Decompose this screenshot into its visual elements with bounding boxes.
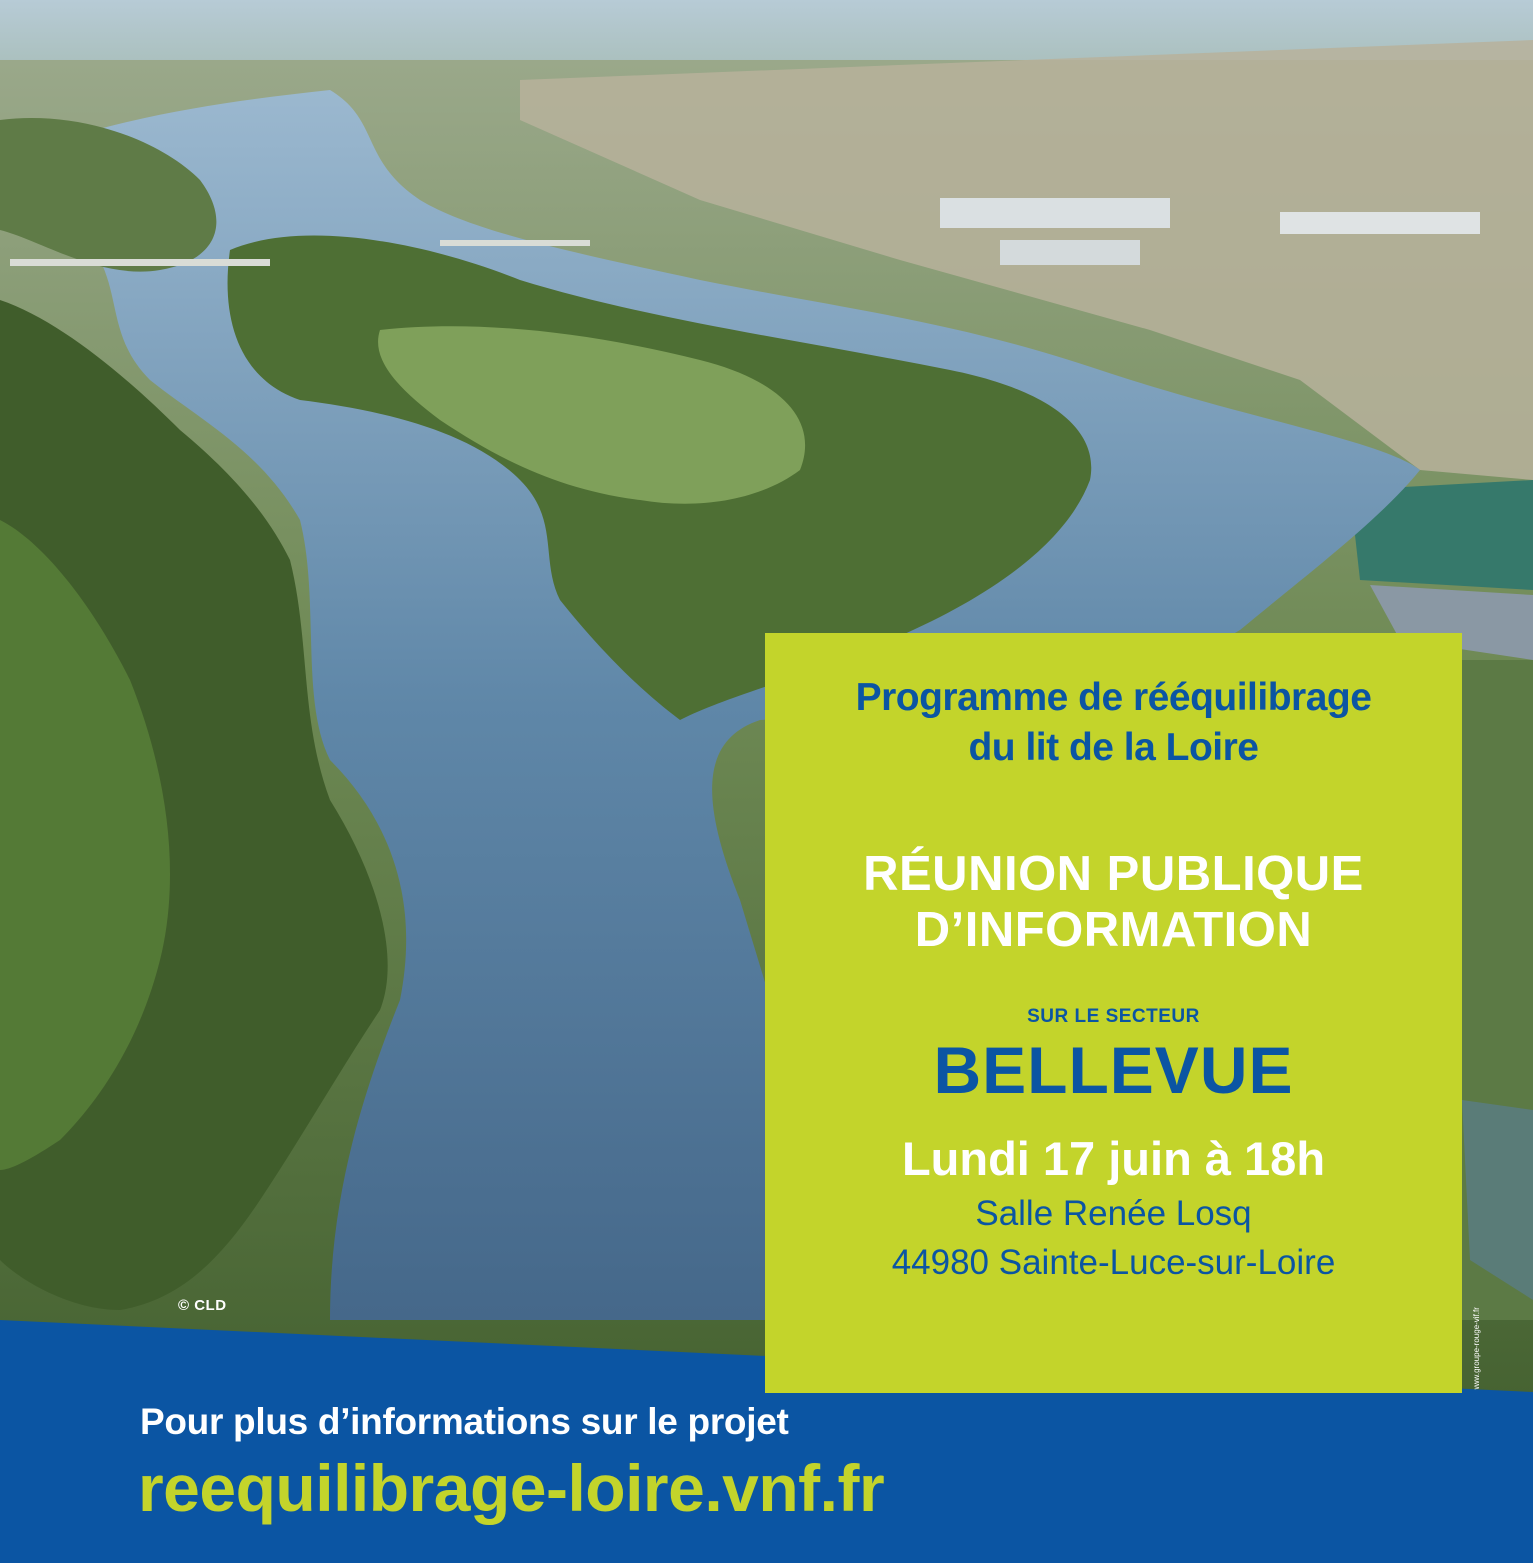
more-info-text: Pour plus d’informations sur le projet: [140, 1401, 789, 1442]
program-title-line1: Programme de rééquilibrage: [855, 676, 1372, 719]
sector-name: BELLEVUE: [933, 1033, 1294, 1107]
program-title: [765, 673, 1462, 773]
meeting-title-line2: D’INFORMATION: [914, 903, 1313, 957]
event-date: Lundi 17 juin à 18h: [901, 1132, 1326, 1185]
photo-credit: © CLD: [178, 1297, 227, 1314]
event-address: 44980 Sainte-Luce-sur-Loire: [891, 1243, 1336, 1282]
program-title-line2: du lit de la Loire: [968, 726, 1259, 769]
project-url-link[interactable]: reequilibrage-loire.vnf.fr: [138, 1451, 885, 1525]
side-credit: www.groupe-rouge-vif.fr: [1472, 1307, 1481, 1392]
event-venue: Salle Renée Losq: [975, 1194, 1252, 1233]
meeting-title: [765, 846, 1462, 958]
meeting-title-line1: RÉUNION PUBLIQUE: [863, 847, 1364, 901]
info-panel: [765, 633, 1462, 1393]
sector-label: SUR LE SECTEUR: [1027, 1006, 1200, 1027]
